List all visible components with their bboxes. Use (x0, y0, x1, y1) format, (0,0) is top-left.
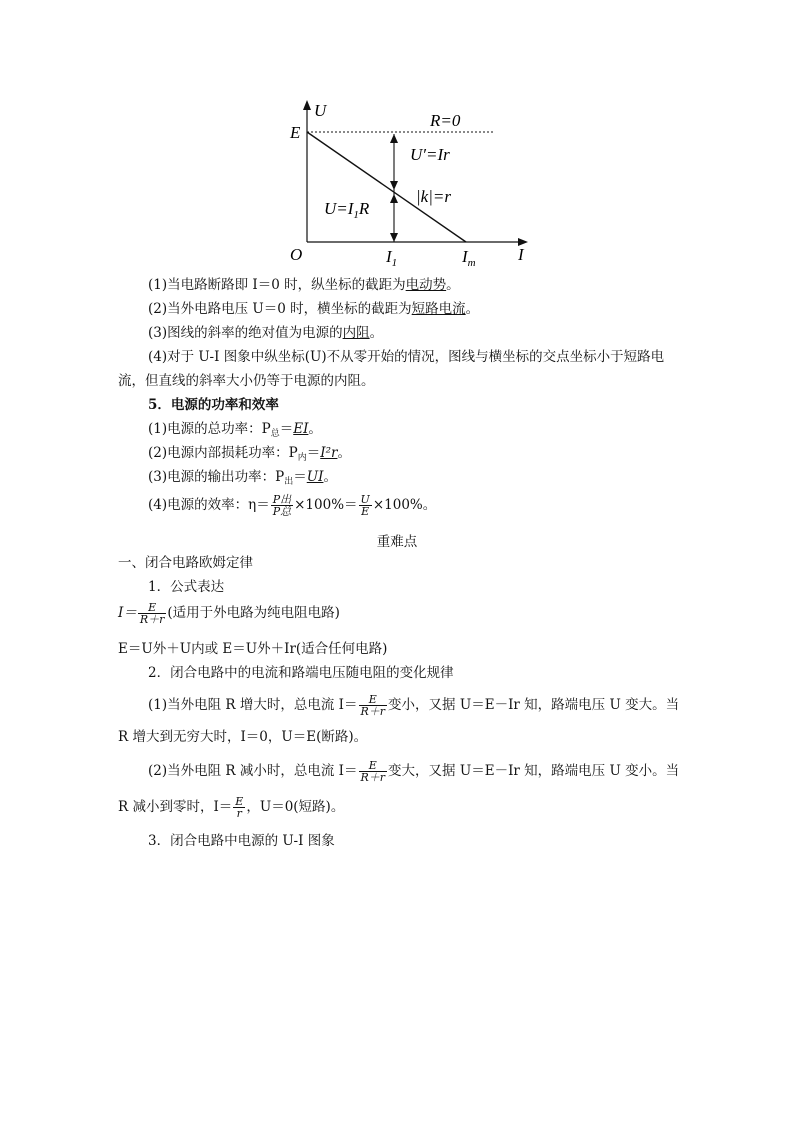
power-output: (3)电源的输出功率：$P_出=UI$。 (148, 469, 337, 487)
sub-1-heading: 1．公式表达 (148, 579, 225, 595)
case-2-line-a: (2)当外电阻 R 减小时，总电流 I＝ $\frac{E}{R+r}$ 变大，又据 U＝E－Ir 知，路端电压 U 变小。当 (148, 759, 680, 784)
section-5-heading: 5．电源的功率和效率 (148, 397, 279, 413)
power-internal: (2)电源内部损耗功率：$P_内=I^2r$。 (148, 445, 351, 463)
origin-label: O (290, 245, 303, 264)
sub-3-heading: 3．闭合电路中电源的 U-I 图象 (148, 833, 335, 849)
formula-2: E＝U外＋U内或 E＝U外＋Ir(适合任何电路) (118, 641, 388, 657)
key-points-heading: 重难点 (376, 534, 418, 550)
arrow-down-bottom (390, 233, 398, 242)
i-axis-label: I (518, 245, 524, 264)
e-label: E (290, 123, 301, 142)
text-line-3: (3)图线的斜率的绝对值为电源的内阻。 (148, 325, 384, 341)
sub-2-heading: 2．闭合电路中的电流和路端电压随电阻的变化规律 (148, 665, 454, 681)
arrow-up-mid (390, 194, 398, 203)
power-efficiency: (4)电源的效率：η＝ $\frac{\text{P出}}{\text{P总}}$ ×100%＝ $\frac{U}{E}$ ×100%。 (148, 493, 437, 518)
text-line-4a: (4)对于 U-I 图象中纵坐标(U)不从零开始的情况，图线与横坐标的交点坐标小于短路电 (148, 349, 665, 365)
case-1-line-b: R 增大到无穷大时，I＝0，U＝E(断路)。 (118, 729, 368, 745)
power-total: (1)电源的总功率：$P_总=EI$。 (148, 421, 322, 439)
u-prime-label: U′=Ir (410, 145, 450, 164)
text-line-1: (1)当电路断路即 I＝0 时，纵坐标的截距为电动势。 (148, 277, 460, 293)
text-line-2: (2)当外电路电压 U＝0 时，横坐标的截距为短路电流。 (148, 301, 480, 317)
ui-graph-diagram (278, 96, 544, 270)
im-label: $I_m$ (462, 247, 476, 269)
u-axis-label: U (314, 101, 327, 120)
i1-label: $I_1$ (386, 247, 398, 269)
arrow-up-top (390, 134, 398, 143)
formula-1: I＝ $\frac{E}{R+r}$ (适用于外电路为纯电阻电路) (118, 601, 340, 626)
case-1-line-a: (1)当外电阻 R 增大时，总电流 I＝ $\frac{E}{R+r}$ 变小，又据 U＝E－Ir 知，路端电压 U 变大。当 (148, 693, 680, 718)
arrow-down-mid (390, 181, 398, 190)
u-i1r-label: $U=I_1R$ (324, 199, 370, 221)
r-zero-label: R=0 (430, 111, 461, 130)
section-1-heading: 一、闭合电路欧姆定律 (118, 555, 253, 571)
slope-label: |k|=r (416, 187, 451, 206)
case-2-line-b: R 减小到零时，I＝ $\frac{E}{r}$ ，U＝0(短路)。 (118, 795, 345, 820)
u-axis-arrow (303, 100, 311, 110)
text-line-4b: 流，但直线的斜率大小仍等于电源的内阻。 (118, 373, 375, 389)
